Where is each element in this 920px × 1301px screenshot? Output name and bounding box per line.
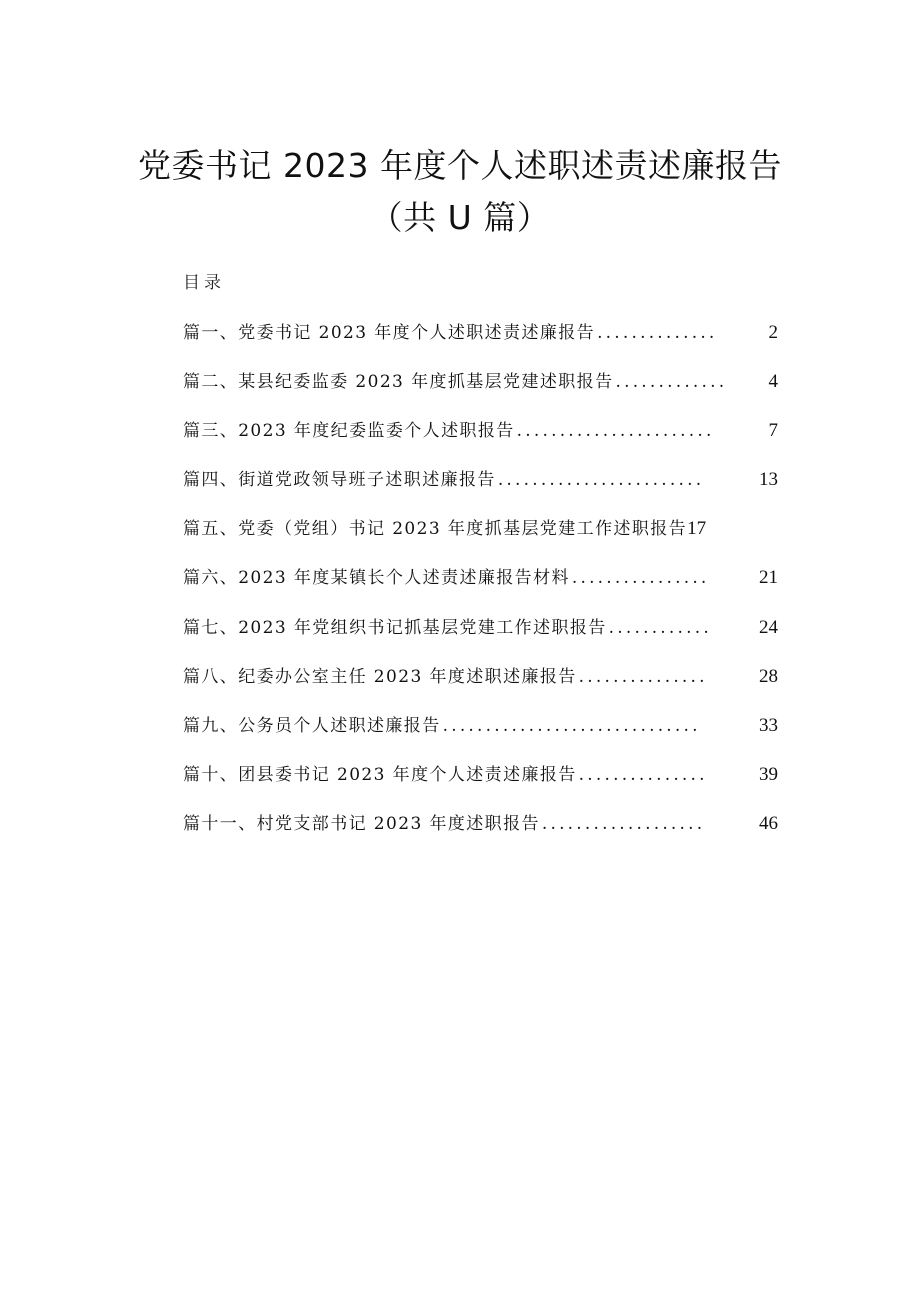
toc-entry-leader: ............... [578,666,708,687]
toc-entry[interactable] [183,760,778,809]
toc-entry-page: 17 [687,518,707,540]
table-of-contents [183,318,778,858]
toc-entry-page: 13 [759,469,778,491]
toc-entry-page: 21 [759,567,778,589]
toc-entry-page: 7 [768,420,778,442]
toc-entry-title: 篇六、2023 年度某镇长个人述责述廉报告材料 [183,568,570,589]
toc-entry-leader: ............ [608,617,712,638]
toc-entry[interactable] [183,318,778,367]
toc-entry[interactable] [183,563,778,612]
toc-entry-page: 33 [759,714,778,736]
toc-entry[interactable] [183,465,778,514]
toc-entry-leader: ....................... [516,421,715,442]
toc-entry-title: 篇十一、村党支部书记 2023 年度述职报告 [183,813,540,834]
toc-entry[interactable] [183,662,778,711]
toc-entry[interactable] [183,416,778,465]
toc-entry-page: 4 [768,371,778,393]
toc-entry-page: 24 [759,616,778,638]
toc-entry-page: 39 [759,763,778,785]
toc-entry-title: 篇二、某县纪委监委 2023 年度抓基层党建述职报告 [183,372,614,393]
toc-entry-leader: ................ [571,568,710,589]
toc-entry-page: 28 [759,665,778,687]
toc-entry-title: 篇九、公务员个人述职述廉报告 [183,715,441,736]
document-subtitle: （共 U 篇） [369,198,551,237]
toc-entry-leader: ........................ [497,470,705,491]
toc-entry-title: 篇八、纪委办公室主任 2023 年度述职述廉报告 [183,666,577,687]
toc-entry[interactable] [183,367,778,416]
toc-heading: 目录 [183,273,225,293]
toc-entry-leader: ............. [615,372,728,393]
toc-entry-page: 2 [768,322,778,343]
toc-entry-leader: .............................. [442,715,701,736]
document-title: 党委书记 2023 年度个人述职述责述廉报告 [138,146,782,185]
toc-entry-leader: ............... [578,764,708,785]
toc-entry-title: 篇三、2023 年度纪委监委个人述职报告 [183,421,515,442]
toc-entry-title: 篇十、团县委书记 2023 年度个人述责述廉报告 [183,764,577,785]
toc-entry[interactable] [183,613,778,662]
toc-entry-title: 篇一、党委书记 2023 年度个人述职述责述廉报告 [183,323,596,343]
toc-entry-leader: ................... [541,813,706,834]
toc-entry[interactable] [183,514,778,563]
toc-entry-title: 篇四、街道党政领导班子述职述廉报告 [183,470,496,491]
toc-entry-title: 篇七、2023 年党组织书记抓基层党建工作述职报告 [183,617,607,638]
toc-entry[interactable] [183,809,778,858]
toc-entry-leader: .............. [597,323,718,343]
toc-entry[interactable] [183,711,778,760]
toc-entry-page: 46 [759,812,778,834]
toc-entry-title: 篇五、党委（党组）书记 2023 年度抓基层党建工作述职报告 [183,519,688,540]
